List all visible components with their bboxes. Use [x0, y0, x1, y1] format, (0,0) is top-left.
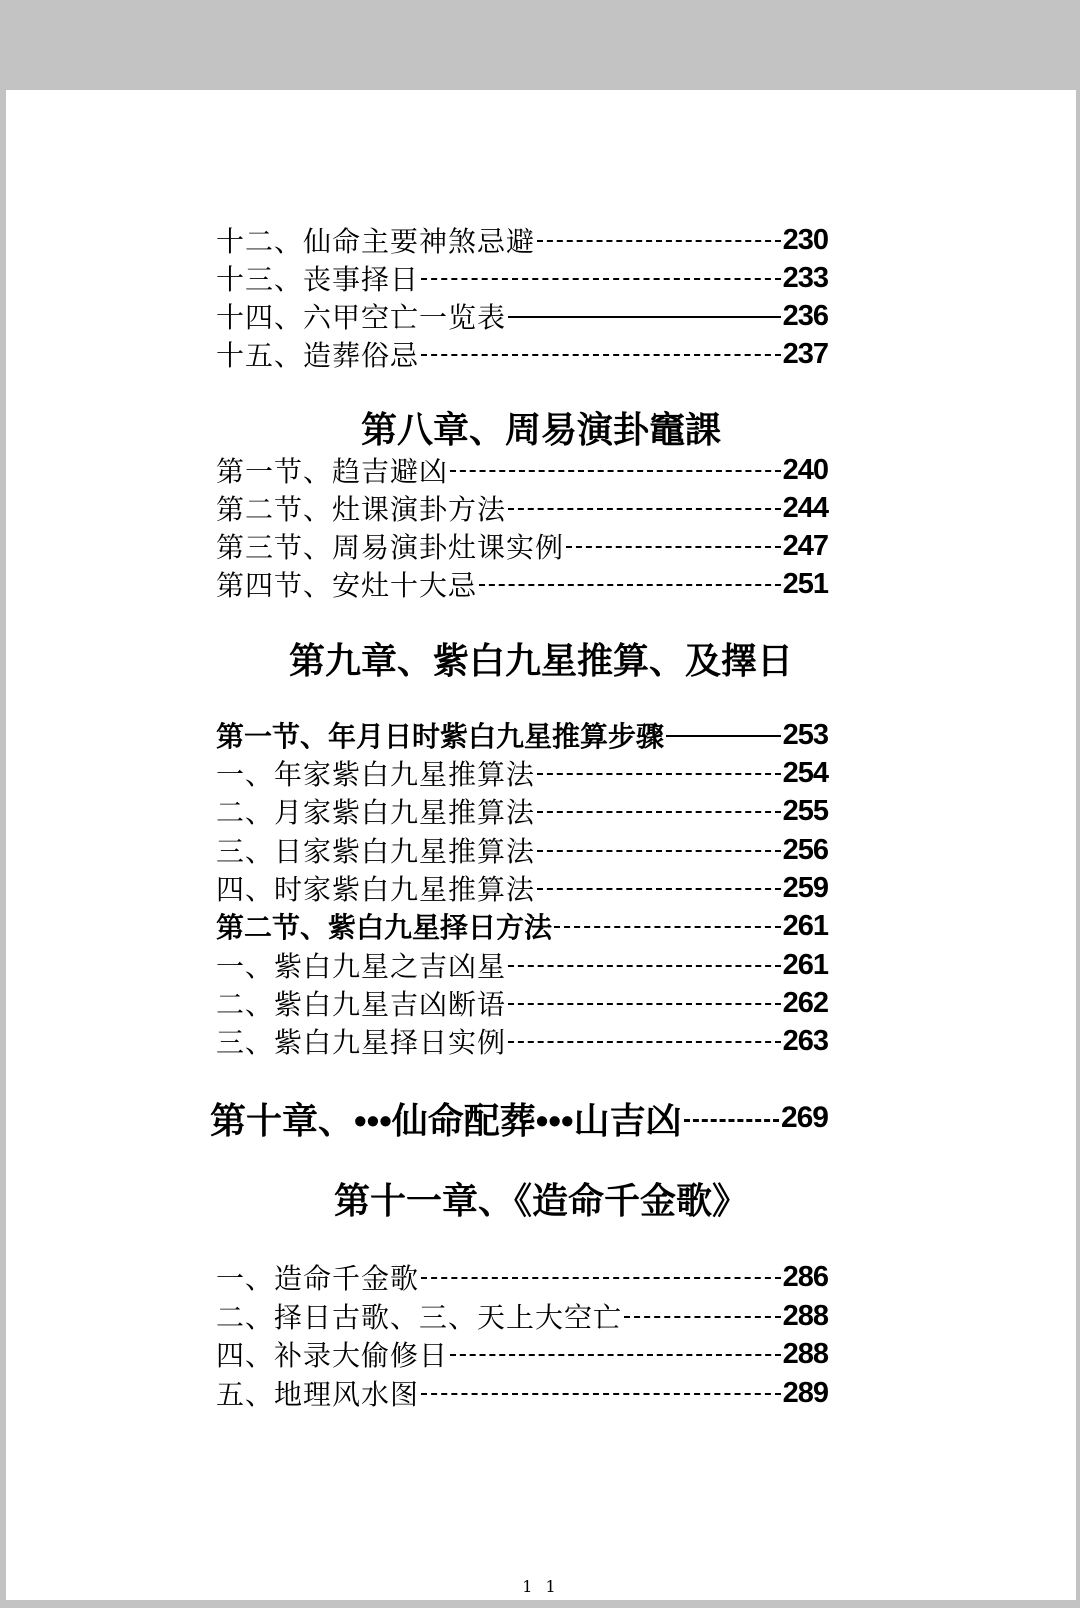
toc-entry: [216, 566, 828, 602]
dot-leader: [508, 316, 781, 318]
toc-entry-label: 四、时家紫白九星推算法: [216, 873, 536, 906]
dot-leader: [537, 240, 781, 242]
dot-leader: [421, 354, 781, 356]
page-number: 1 1: [522, 1577, 560, 1596]
toc-entry-page: 261: [782, 909, 828, 942]
toc-entry-page: 240: [782, 453, 828, 486]
toc-entry: [216, 985, 828, 1021]
dot-leader: [554, 926, 781, 928]
toc-entry-page: 236: [782, 299, 828, 332]
chapter-heading: 第九章、紫白九星推算、及擇日: [288, 640, 793, 681]
toc-entry: [216, 336, 828, 372]
dot-leader: [508, 508, 781, 510]
dot-leader: [508, 965, 781, 967]
document-page: [6, 90, 1076, 1600]
toc-entry-label: 三、紫白九星择日实例: [216, 1026, 507, 1059]
toc-entry: [216, 717, 828, 753]
toc-entry-label: 十二、仙命主要神煞忌避: [216, 225, 536, 258]
toc-entry-page: 288: [782, 1337, 828, 1370]
toc-entry-page: 288: [782, 1299, 828, 1332]
chapter-heading: 第八章、周易演卦竈課: [360, 409, 721, 450]
toc-entry-label: 一、造命千金歌: [216, 1262, 420, 1295]
toc-entry-page: 261: [782, 948, 828, 981]
toc-entry-label: 第三节、周易演卦灶课实例: [216, 531, 565, 564]
toc-entry: [216, 1023, 828, 1059]
toc-entry: [216, 793, 828, 829]
toc-entry: [216, 1375, 828, 1411]
toc-entry-label: 第二节、紫白九星择日方法: [216, 912, 553, 943]
toc-entry-label: 二、紫白九星吉凶断语: [216, 988, 507, 1021]
chapter-heading: 第十一章、《造命千金歌》: [333, 1180, 748, 1221]
toc-entry: [216, 870, 828, 906]
dot-leader: [566, 546, 781, 548]
dot-leader: [537, 850, 781, 852]
toc-entry-label: 二、月家紫白九星推算法: [216, 796, 536, 829]
toc-entry-label: 四、补录大偷修日: [216, 1339, 449, 1372]
toc-entry: [216, 755, 828, 791]
dot-leader: [450, 470, 781, 472]
dot-leader: [666, 735, 781, 737]
dot-leader: [508, 1003, 781, 1005]
toc-entry-page: 263: [782, 1024, 828, 1057]
toc-entry: [216, 528, 828, 564]
toc-entry-page: 230: [782, 223, 828, 256]
toc-entry: [216, 1336, 828, 1372]
toc-entry: [216, 490, 828, 526]
toc-entry-label: 一、年家紫白九星推算法: [216, 758, 536, 791]
dot-leader: [537, 888, 781, 890]
toc-entry-label: 十三、丧事择日: [216, 263, 420, 296]
toc-entry: [216, 1298, 828, 1334]
toc-entry-label: 第一节、年月日时紫白九星推算步骤: [216, 721, 665, 752]
toc-entry: [216, 452, 828, 488]
toc-entry-page: 233: [782, 261, 828, 294]
toc-entry: [216, 908, 828, 944]
toc-entry-label: 第二节、灶课演卦方法: [216, 493, 507, 526]
toc-entry: [216, 947, 828, 983]
toc-entry-page: 289: [782, 1376, 828, 1409]
dot-leader: [450, 1354, 781, 1356]
toc-entry-page: 262: [782, 986, 828, 1019]
toc-entry-page: 247: [782, 529, 828, 562]
toc-entry: [216, 832, 828, 868]
dot-leader: [479, 584, 781, 586]
toc-entry-label: 十四、六甲空亡一览表: [216, 301, 507, 334]
dot-leader: [421, 278, 781, 280]
toc-entry-page: 255: [782, 794, 828, 827]
toc-entry-page: 237: [782, 337, 828, 370]
dot-leader: [537, 811, 781, 813]
toc-entry-label: 一、紫白九星之吉凶星: [216, 950, 507, 983]
toc-entry-page: 253: [782, 718, 828, 751]
toc-entry: [216, 222, 828, 258]
toc-entry: [216, 298, 828, 334]
toc-entry: [216, 1259, 828, 1295]
toc-entry: [216, 260, 828, 296]
dot-leader: [684, 1119, 779, 1122]
toc-entry-page: 251: [782, 567, 828, 600]
toc-entry-label: 第一节、趋吉避凶: [216, 455, 449, 488]
dot-leader: [537, 773, 781, 775]
toc-entry-page: 259: [782, 871, 828, 904]
dot-leader: [421, 1277, 781, 1279]
toc-entry-label: 五、地理风水图: [216, 1378, 420, 1411]
toc-entry-page: 244: [782, 491, 828, 524]
chapter-heading: [210, 1096, 828, 1140]
toc-entry-label: 第四节、安灶十大忌: [216, 569, 478, 602]
toc-entry-page: 254: [782, 756, 828, 789]
toc-entry-label: 十五、造葬俗忌: [216, 339, 420, 372]
dot-leader: [421, 1393, 781, 1395]
dot-leader: [508, 1041, 781, 1043]
toc-entry-page: 286: [782, 1260, 828, 1293]
chapter-page: 269: [780, 1101, 828, 1134]
toc-entry-label: 二、择日古歌、三、天上大空亡: [216, 1301, 623, 1334]
dot-leader: [624, 1316, 781, 1318]
toc-entry-page: 256: [782, 833, 828, 866]
chapter-title: 第十章、•••仙命配葬•••山吉凶: [210, 1099, 682, 1141]
toc-entry-label: 三、日家紫白九星推算法: [216, 835, 536, 868]
